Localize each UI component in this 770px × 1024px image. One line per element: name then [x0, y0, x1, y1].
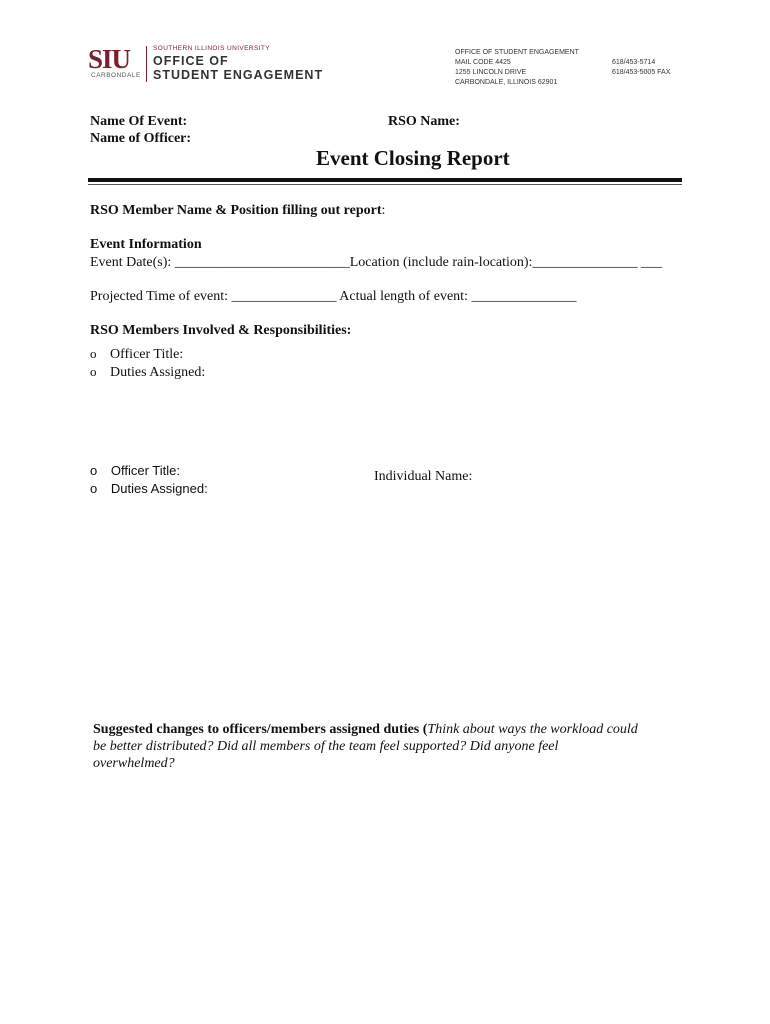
individual-name-label: Individual Name: [374, 469, 473, 484]
address-line2: MAIL CODE 4425 [455, 59, 511, 66]
office-address [455, 48, 579, 88]
suggested-changes-prompt2: be better distributed? Did all members of the team feel supported? Did anyone feel [93, 739, 559, 754]
fax-line: 618/453-5005 FAX [612, 69, 671, 76]
logo-university-text: SOUTHERN ILLINOIS UNIVERSITY [153, 45, 271, 52]
address-line4: CARBONDALE, ILLINOIS 62901 [455, 79, 558, 86]
members-involved-heading: RSO Members Involved & Responsibilities: [90, 323, 352, 338]
phone-line: 618/453-5714 [612, 59, 656, 66]
bullet-marker: o [90, 481, 98, 496]
list-item [90, 364, 205, 381]
event-time-line: Projected Time of event: _______________ Actual length of event: _______________ [90, 289, 577, 304]
logo-office-line1: OFFICE OF [153, 54, 229, 68]
logo-office-text [153, 54, 323, 82]
duties-assigned-label: Duties Assigned: [110, 365, 206, 380]
title-rule-thin [88, 184, 682, 185]
suggested-changes-line1 [93, 722, 638, 738]
event-information-heading: Event Information [90, 237, 202, 252]
member-filling-colon: : [381, 203, 386, 218]
logo-office-line2: STUDENT ENGAGEMENT [153, 68, 324, 82]
suggested-changes-prompt3: overwhelmed? [93, 756, 175, 771]
list-item [90, 463, 180, 478]
page-title: Event Closing Report [316, 146, 510, 170]
logo-siu-text: SIU [88, 44, 131, 74]
officer-title-label: Officer Title: [110, 463, 180, 478]
list-item [90, 346, 183, 363]
member-filling-line [90, 203, 385, 219]
duties-assigned-label: Duties Assigned: [110, 481, 208, 496]
name-of-officer-label: Name of Officer: [90, 131, 192, 146]
siu-logo [88, 44, 338, 86]
rso-name-label: RSO Name: [388, 114, 460, 129]
name-of-event-label: Name Of Event: [90, 114, 188, 129]
office-phone [612, 58, 670, 78]
bullet-marker: o [90, 346, 97, 361]
address-line1: OFFICE OF STUDENT ENGAGEMENT [455, 49, 579, 56]
suggested-changes-prompt1: Think about ways the workload could [427, 722, 638, 737]
logo-divider [146, 46, 147, 82]
logo-carbondale-text: CARBONDALE [91, 72, 141, 79]
title-rule-thick [88, 178, 682, 182]
suggested-changes-heading: Suggested changes to officers/members assigned duties ( [93, 722, 428, 737]
list-item [90, 481, 208, 496]
bullet-marker: o [90, 463, 98, 478]
member-filling-label: RSO Member Name & Position filling out report [90, 203, 382, 218]
address-line3: 1255 LINCOLN DRIVE [455, 69, 527, 76]
event-dates-location-line: Event Date(s): _________________________Location (include rain-location):_______________ ___ [90, 255, 662, 270]
officer-title-label: Officer Title: [110, 347, 184, 362]
bullet-marker: o [90, 364, 97, 379]
